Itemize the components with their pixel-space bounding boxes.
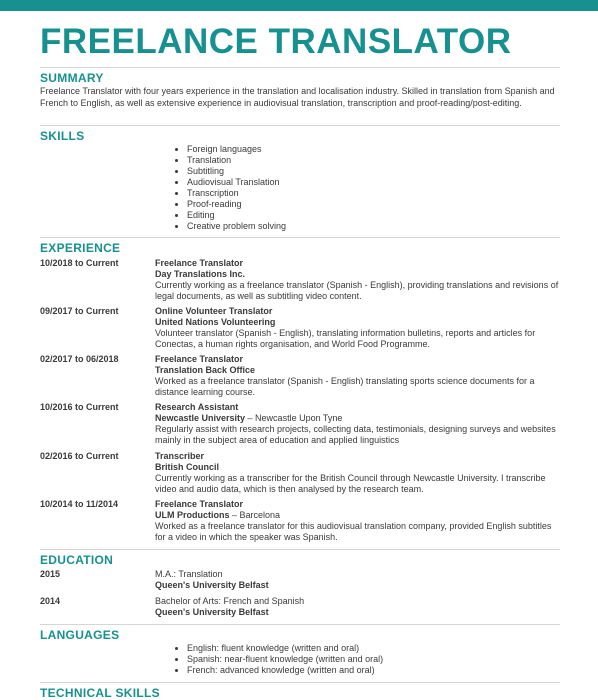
technical-skills-heading: TECHNICAL SKILLS	[40, 686, 160, 700]
entry-location: – Barcelona	[229, 510, 281, 520]
entry-description: Regularly assist with research projects, collecting data, testimonials, designing surveys and websites mainly in the subject area of education and applied linguistics	[155, 424, 556, 445]
entry-date: 02/2016 to Current	[40, 451, 119, 461]
entry-title: Research Assistant	[155, 402, 239, 412]
school-name: Queen's University Belfast	[155, 607, 269, 617]
entry-description: Worked as a freelance translator (Spanish - English) translating sports science documents for a distance learning course.	[155, 376, 535, 397]
skills-list	[157, 144, 286, 232]
skill-item: • Subtitling	[187, 166, 286, 177]
section-divider	[40, 125, 560, 126]
entry-date: 10/2018 to Current	[40, 258, 119, 268]
languages-heading: LANGUAGES	[40, 628, 120, 642]
entry-org: British Council	[155, 462, 220, 472]
school-name: Queen's University Belfast	[155, 580, 269, 590]
entry-description: Worked as a freelance translator for this audiovisual translation company, provided English subtitles for a video in which the speaker was Spanish.	[155, 521, 552, 542]
entry-title: Online Volunteer Translator	[155, 306, 273, 316]
education-heading: EDUCATION	[40, 553, 114, 567]
entry-org: Newcastle University	[155, 413, 246, 423]
languages-list	[157, 643, 383, 676]
entry-title: Transcriber	[155, 451, 205, 461]
entry-org: United Nations Volunteering	[155, 317, 276, 327]
entry-title: Freelance Translator	[155, 354, 244, 364]
accent-bar	[0, 0, 598, 11]
degree-name: M.A.	[155, 569, 174, 579]
entry-description: Currently working as a freelance translator (Spanish - English), providing translations and revisions of legal documents, as well as subtitling video content.	[155, 280, 559, 301]
section-divider	[40, 237, 560, 238]
section-divider	[40, 682, 560, 683]
entry-org: Day Translations Inc.	[155, 269, 246, 279]
entry-description: Volunteer translator (Spanish - English), translating information bulletins, reports and articles for Conectas, a human rights organisation, and World Food Programme.	[155, 328, 536, 349]
section-divider	[40, 67, 560, 68]
skill-item: • Foreign languages	[187, 144, 286, 155]
section-divider	[40, 624, 560, 625]
entry-title: Freelance Translator	[155, 258, 244, 268]
degree-field: : French and Spanish	[218, 596, 305, 606]
entry-date: 2014	[40, 596, 61, 606]
skill-item: • Proof-reading	[187, 199, 286, 210]
degree-name: Bachelor of Arts	[155, 596, 219, 606]
language-item: • Spanish: near-fluent knowledge (written and oral)	[187, 654, 383, 665]
entry-org: ULM Productions	[155, 510, 230, 520]
entry-description: Currently working as a transcriber for the British Council through Newcastle University. I transcribe video and audio data, which is then analysed by the research team.	[155, 473, 546, 494]
language-item: • English: fluent knowledge (written and oral)	[187, 643, 383, 654]
entry-date: 10/2014 to 11/2014	[40, 499, 119, 509]
section-divider	[40, 549, 560, 550]
skill-item: • Audiovisual Translation	[187, 177, 286, 188]
language-item: • French: advanced knowledge (written and oral)	[187, 665, 383, 676]
summary-heading: SUMMARY	[40, 71, 104, 85]
entry-date: 09/2017 to Current	[40, 306, 119, 316]
skill-item: • Translation	[187, 155, 286, 166]
skill-item: • Editing	[187, 210, 286, 221]
entry-date: 2015	[40, 569, 61, 579]
entry-date: 10/2016 to Current	[40, 402, 119, 412]
experience-heading: EXPERIENCE	[40, 241, 121, 255]
skills-heading: SKILLS	[40, 129, 85, 143]
entry-date: 02/2017 to 06/2018	[40, 354, 119, 364]
degree-field: : Translation	[173, 569, 223, 579]
resume-name: FREELANCE TRANSLATOR	[40, 22, 512, 61]
entry-title: Freelance Translator	[155, 499, 244, 509]
skill-item: • Creative problem solving	[187, 221, 286, 232]
entry-location: – Newcastle Upon Tyne	[245, 413, 343, 423]
entry-org: Translation Back Office	[155, 365, 256, 375]
summary-text: Freelance Translator with four years experience in the translation and localisation industry. Skilled in translation from Spanish and French to English, as well as extensive experience in audiovisual translation, transcription and proof-reading/post-editing.	[40, 86, 555, 108]
skill-item: • Transcription	[187, 188, 286, 199]
